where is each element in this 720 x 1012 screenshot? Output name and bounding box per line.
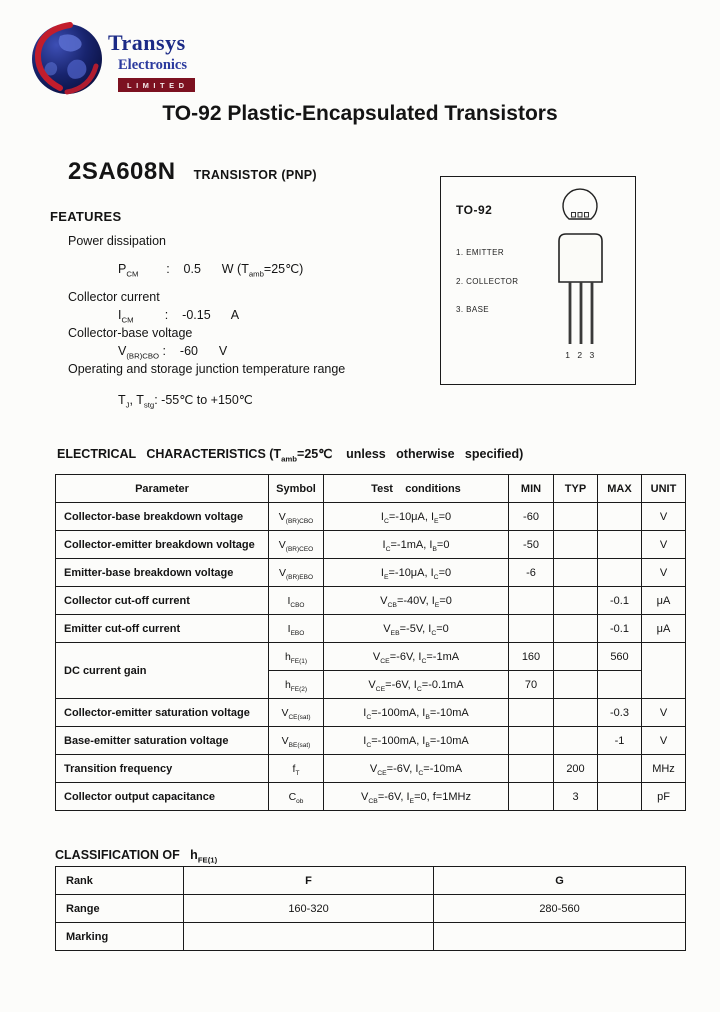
max-cell — [598, 559, 642, 587]
table-row — [56, 503, 686, 531]
typ-cell — [554, 503, 598, 531]
typ-cell — [554, 699, 598, 727]
typ-cell — [554, 559, 598, 587]
symbol-cell: $V_{CE(sat)}$ — [269, 699, 324, 727]
test-conditions-cell: $I_E=-10\mu A$, $I_C=0$ — [324, 559, 509, 587]
test-conditions-cell: $V_{CB}=-6V$, $I_E=0$, f=1MHz — [324, 783, 509, 811]
column-header-max: MAX — [598, 475, 642, 503]
class-value-cell — [184, 923, 434, 951]
test-conditions-cell: $I_C=-1mA$, $I_B=0$ — [324, 531, 509, 559]
class-value-cell: 280-560 — [434, 895, 686, 923]
table-row — [56, 559, 686, 587]
column-header-min: MIN — [509, 475, 554, 503]
document-title: TO-92 Plastic-Encapsulated Transistors — [162, 102, 558, 125]
test-conditions-cell: $V_{CB}=-40V$, $I_E=0$ — [324, 587, 509, 615]
test-conditions-cell: $V_{EB}=-5V$, $I_C=0$ — [324, 615, 509, 643]
max-cell — [598, 503, 642, 531]
max-cell — [598, 671, 642, 699]
electrical-table — [55, 474, 686, 811]
classification-heading: CLASSIFICATION OF $h_{FE(1)}$ — [55, 848, 218, 865]
feature-line: $P_{CM}$ : 0.5 W $(T_{amb}=25℃)$ — [118, 262, 304, 279]
test-conditions-cell: $I_C=-100mA$, $I_B=-10mA$ — [324, 727, 509, 755]
table-row — [56, 923, 686, 951]
symbol-cell: $f_T$ — [269, 755, 324, 783]
min-cell — [509, 699, 554, 727]
typ-cell: 200 — [554, 755, 598, 783]
unit-cell: μA — [642, 615, 686, 643]
table-row — [56, 783, 686, 811]
test-conditions-cell: $V_{CE}=-6V$, $I_C=-10mA$ — [324, 755, 509, 783]
part-number: 2SA608N — [68, 158, 176, 185]
unit-cell: V — [642, 727, 686, 755]
max-cell: -1 — [598, 727, 642, 755]
class-value-cell — [434, 923, 686, 951]
table-row — [56, 895, 686, 923]
min-cell — [509, 727, 554, 755]
unit-cell: V — [642, 503, 686, 531]
symbol-cell: $h_{FE(2)}$ — [269, 671, 324, 699]
class-label-cell: Rank — [56, 867, 184, 895]
parameter-cell: Collector-base breakdown voltage — [56, 503, 269, 531]
class-value-cell: G — [434, 867, 686, 895]
table-row — [56, 615, 686, 643]
test-conditions-cell: $V_{CE}=-6V$, $I_C=-0.1mA$ — [324, 671, 509, 699]
typ-cell — [554, 615, 598, 643]
logo-title: Transys — [108, 30, 186, 55]
max-cell — [598, 531, 642, 559]
package-box — [440, 176, 636, 385]
min-cell: 160 — [509, 643, 554, 671]
typ-cell — [554, 727, 598, 755]
parameter-cell: Collector cut-off current — [56, 587, 269, 615]
unit-cell: pF — [642, 783, 686, 811]
features-heading: FEATURES — [50, 209, 122, 224]
test-conditions-cell: $V_{CE}=-6V$, $I_C=-1mA$ — [324, 643, 509, 671]
table-row — [56, 587, 686, 615]
test-conditions-cell: $I_C=-100mA$, $I_B=-10mA$ — [324, 699, 509, 727]
package-pin-label: 1. EMITTER — [456, 248, 505, 257]
feature-line: $I_{CM}$ : -0.15 A — [118, 308, 240, 325]
typ-cell — [554, 587, 598, 615]
max-cell: 560 — [598, 643, 642, 671]
table-header-row — [56, 475, 686, 503]
symbol-cell: $C_{ob}$ — [269, 783, 324, 811]
symbol-cell: $V_{(BR)CEO}$ — [269, 531, 324, 559]
feature-line: Collector-base voltage — [68, 326, 193, 340]
logo-subtitle: Electronics — [118, 57, 187, 73]
min-cell: -50 — [509, 531, 554, 559]
package-drawing — [441, 177, 637, 383]
max-cell — [598, 783, 642, 811]
typ-cell: 3 — [554, 783, 598, 811]
max-cell: -0.1 — [598, 587, 642, 615]
symbol-cell: $V_{(BR)EBO}$ — [269, 559, 324, 587]
table-row — [56, 867, 686, 895]
parameter-cell: Emitter cut-off current — [56, 615, 269, 643]
package-name: TO-92 — [456, 203, 493, 217]
symbol-cell: $I_{CBO}$ — [269, 587, 324, 615]
column-header-test-conditions: Test conditions — [324, 475, 509, 503]
max-cell — [598, 755, 642, 783]
class-value-cell: 160-320 — [184, 895, 434, 923]
classification-table — [55, 866, 686, 951]
symbol-cell: $I_{EBO}$ — [269, 615, 324, 643]
min-cell: 70 — [509, 671, 554, 699]
unit-cell: V — [642, 699, 686, 727]
table-row — [56, 727, 686, 755]
class-label-cell: Marking — [56, 923, 184, 951]
min-cell — [509, 587, 554, 615]
typ-cell — [554, 531, 598, 559]
symbol-cell: $h_{FE(1)}$ — [269, 643, 324, 671]
electrical-heading: ELECTRICAL CHARACTERISTICS ($T_{amb}=25℃$ unless otherwise specified) — [57, 447, 524, 464]
unit-cell — [642, 643, 686, 699]
parameter-cell: Collector-emitter breakdown voltage — [56, 531, 269, 559]
table-row — [56, 755, 686, 783]
symbol-cell: $V_{BE(sat)}$ — [269, 727, 324, 755]
feature-line: Power dissipation — [68, 234, 166, 248]
package-lead-numbers: 1 2 3 — [565, 350, 597, 360]
symbol-cell: $V_{(BR)CBO}$ — [269, 503, 324, 531]
min-cell — [509, 783, 554, 811]
parameter-cell: Collector output capacitance — [56, 783, 269, 811]
package-pin-label: 2. COLLECTOR — [456, 277, 519, 286]
class-value-cell: F — [184, 867, 434, 895]
part-line — [68, 158, 317, 186]
unit-cell: μA — [642, 587, 686, 615]
min-cell — [509, 755, 554, 783]
typ-cell — [554, 643, 598, 671]
min-cell — [509, 615, 554, 643]
min-cell: -60 — [509, 503, 554, 531]
min-cell: -6 — [509, 559, 554, 587]
feature-line: $V_{(BR)CBO}$ : -60 V — [118, 344, 228, 361]
class-label-cell: Range — [56, 895, 184, 923]
unit-cell: V — [642, 559, 686, 587]
column-header-unit: UNIT — [642, 475, 686, 503]
table-row — [56, 531, 686, 559]
parameter-cell: DC current gain — [56, 643, 269, 699]
package-pin-label: 3. BASE — [456, 305, 490, 314]
column-header-symbol: Symbol — [269, 475, 324, 503]
parameter-cell: Transition frequency — [56, 755, 269, 783]
unit-cell: MHz — [642, 755, 686, 783]
globe-icon — [30, 22, 104, 96]
parameter-cell: Base-emitter saturation voltage — [56, 727, 269, 755]
column-header-parameter: Parameter — [56, 475, 269, 503]
test-conditions-cell: $I_C=-10\mu A$, $I_E=0$ — [324, 503, 509, 531]
feature-line: Collector current — [68, 290, 160, 304]
table-row — [56, 643, 686, 671]
unit-cell: V — [642, 531, 686, 559]
typ-cell — [554, 671, 598, 699]
column-header-typ: TYP — [554, 475, 598, 503]
features-list — [50, 228, 345, 409]
table-row — [56, 699, 686, 727]
part-type: TRANSISTOR (PNP) — [193, 168, 317, 182]
feature-line: $T_J$, $T_{stg}$: -55℃ to +150℃ — [118, 393, 253, 410]
parameter-cell: Emitter-base breakdown voltage — [56, 559, 269, 587]
max-cell: -0.1 — [598, 615, 642, 643]
feature-line: Operating and storage junction temperature range — [68, 362, 346, 376]
company-logo — [30, 22, 195, 96]
logo-banner: LIMITED — [118, 78, 195, 92]
parameter-cell: Collector-emitter saturation voltage — [56, 699, 269, 727]
max-cell: -0.3 — [598, 699, 642, 727]
